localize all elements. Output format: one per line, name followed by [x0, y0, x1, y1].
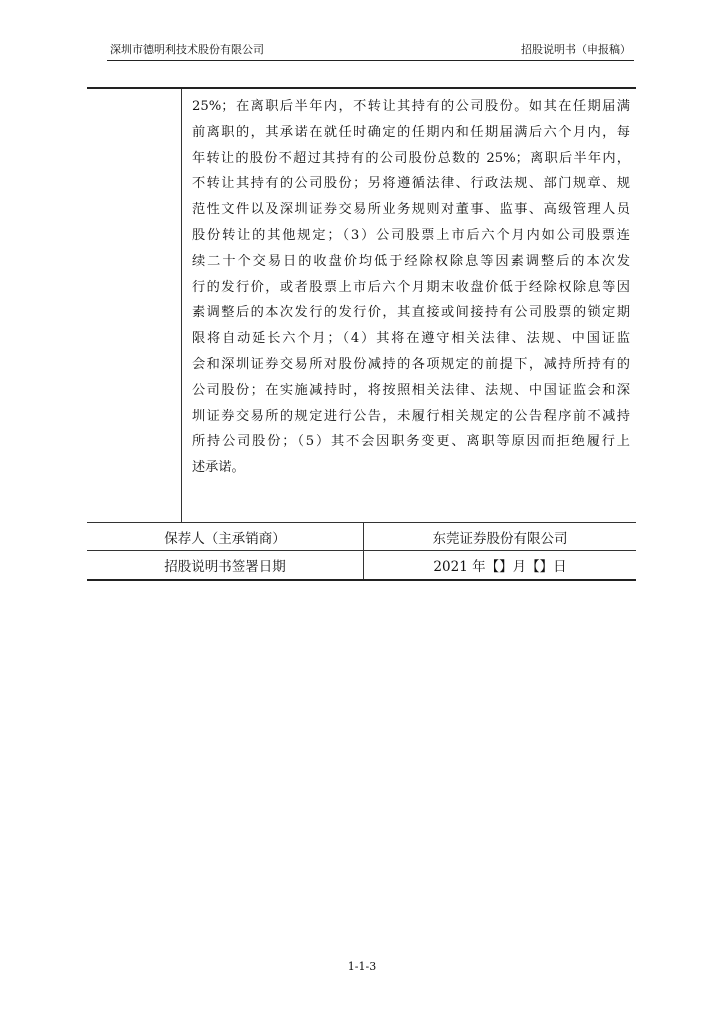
commitment-text — [192, 94, 630, 481]
text-line: 年转让的股份不超过其持有的公司股份总数的 25%；离职后半年内， — [192, 150, 630, 166]
text-line: 所持公司股份；（5）其不会因职务变更、离职等原因而拒绝履行上 — [192, 434, 630, 450]
page-number: 1-1-3 — [347, 960, 377, 973]
sponsor-value: 东莞证券股份有限公司 — [432, 530, 568, 547]
text-line: 不转让其持有的公司股份；另将遵循法律、行政法规、部门规章、规 — [192, 176, 630, 192]
text-line: 素调整后的本次发行的发行价，其直接或间接持有公司股票的锁定期 — [192, 305, 630, 321]
text-line: 范性文件以及深圳证券交易所业务规则对董事、监事、高级管理人员 — [192, 202, 630, 218]
sponsor-row — [87, 523, 636, 551]
text-line: 前离职的，其承诺在就任时确定的任期内和任期届满后六个月内，每 — [192, 124, 630, 140]
text-line: 25%；在离职后半年内，不转让其持有的公司股份。如其在任期届满 — [192, 99, 630, 114]
text-line: 股份转让的其他规定；（3）公司股票上市后六个月内如公司股票连 — [192, 227, 630, 243]
text-line: 限将自动延长六个月；（4）其将在遵守相关法律、法规、中国证监 — [192, 331, 630, 347]
text-line: 述承诺。 — [192, 460, 245, 476]
signing-date-label: 招股说明书签署日期 — [87, 551, 364, 579]
text-line: 续二十个交易日的收盘价均低于经除权除息等因素调整后的本次发 — [192, 253, 630, 269]
text-line: 圳证券交易所的规定进行公告，未履行相关规定的公告程序前不减持 — [192, 408, 630, 424]
header-document-title: 招股说明书（申报稿） — [521, 43, 631, 56]
text-line: 行的发行价，或者股票上市后六个月期末收盘价低于经除权除息等因 — [192, 279, 630, 295]
signing-date-row — [87, 551, 636, 579]
sponsor-label: 保荐人（主承销商） — [87, 523, 364, 550]
text-line: 会和深圳证券交易所对股份减持的各项规定的前提下，减持所持有的 — [192, 356, 630, 372]
empty-label-cell — [87, 89, 182, 522]
info-table — [87, 87, 636, 581]
text-line: 公司股份；在实施减持时，将按照相关法律、法规、中国证监会和深 — [192, 382, 630, 398]
signing-date-value: 2021 年【】月【】日 — [433, 559, 567, 575]
page-header — [107, 42, 634, 61]
header-company-name: 深圳市德明利技术股份有限公司 — [110, 43, 264, 56]
commitment-row — [87, 89, 636, 523]
